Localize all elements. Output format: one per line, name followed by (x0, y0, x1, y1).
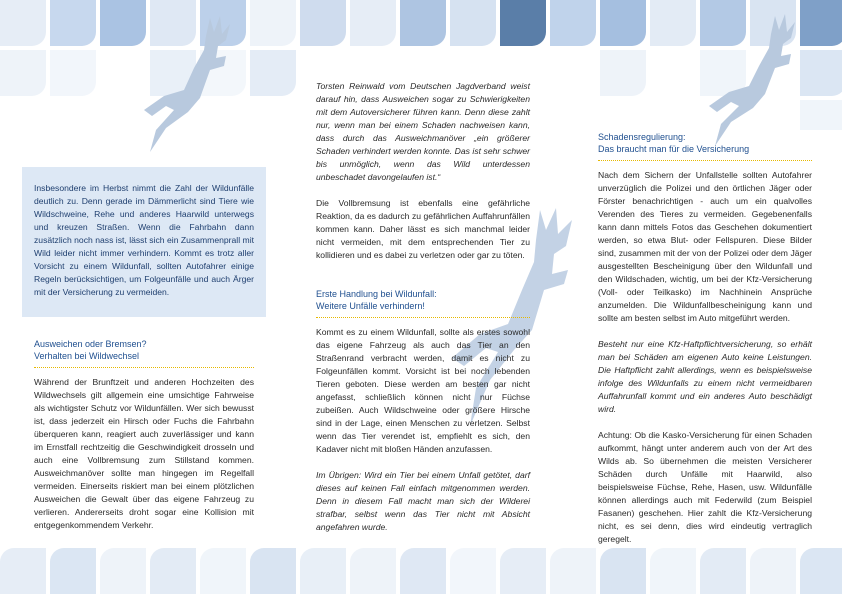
section-heading: Ausweichen oder Bremsen? Verhalten bei Wildwechsel (34, 338, 254, 368)
intro-paragraph: Insbesondere im Herbst nimmt die Zahl der Wildunfälle deutlich zu. Denn gerade im Dämmerlicht sind Tiere wie Wildschweine, Rehe und anderes Haarwild unterwegs und kreuzen Straßen. Wenn die Fahrbahn dann zusätzlich noch nass ist, lässt sich ein Zusammenprall mit Wild leider nicht immer verhindern. Kommt es trotz aller Vorsicht zu einem Wildunfall, sollten Autofahrer einige Regeln berücksichtigen, um Folgeunfälle und auch Ärger mit der Versicherung zu vermeiden. (34, 183, 254, 297)
quote-paragraph: Torsten Reinwald vom Deutschen Jagdverband weist darauf hin, dass Ausweichen sogar zu Schwierigkeiten mit dem Autoversicherer führen kann. Denn diese zahlt nur, wenn man bei einem Schaden nachweisen kann, dass durch das Ausweichmanöver „ein größerer Schaden verhindert werden konnte. Das ist sehr schwer bis unmöglich, wenn das Wild unterdessen unbeschadet davongelaufen ist.“ (316, 81, 530, 182)
body-paragraph: Kommt es zu einem Wildunfall, sollte als erstes sowohl das eigene Fahrzeug als auch das Tier an den Straßenrand verbracht werden, damit es nicht zu Folgeunfällen kommt. Vorsicht ist bei noch lebenden Tieren geboten. Diese werden am besten gar nicht angefasst, schließlich können nicht nur Füchse zubeißen. Auch Wildschweine oder größere Hirsche sind in der Lage, einen Menschen zu verletzen. Selbst wenn das Tier verendet ist, empfiehlt es sich, den Kadaver nicht mit bloßen Händen anzufassen. (316, 327, 530, 454)
body-paragraph: Nach dem Sichern der Unfallstelle sollten Autofahrer unverzüglich die Polizei und den örtlichen Jäger oder Förster benachrichtigen - auch um ein qualvolles Verenden des Tieres zu vermeiden. Gegebenenfalls kann dann mittels Fotos das Geschehen dokumentiert werden, so etwa Blut- oder Fellspuren. Diese Bilder sind, zusammen mit der von der Polizei oder dem Jäger ausgestellten Bescheinigung über den Wildunfall und den Wildschaden, wichtig, um bei der Kfz-Versicherung (Voll- oder Teilkasko) im Nachhinein Ansprüche anzumelden. Die Wildunfallbescheinigung kann und sollte am besten selbst im Auto mitgeführt werden. (598, 170, 812, 323)
deer-silhouette-icon (705, 10, 815, 150)
column-2 (316, 80, 530, 534)
italic-paragraph: Im Übrigen: Wird ein Tier bei einem Unfall getötet, darf dieses auf keinen Fall einfach mitgenommen werden. Denn in diesem Fall macht man sich der Wilderei strafbar, selbst wenn das Tier nicht mit Absicht angefahren wurde. (316, 470, 530, 532)
body-paragraph: Achtung: Ob die Kasko-Versicherung für einen Schaden aufkommt, hängt unter anderem auch von der Art des Wilds ab. So übernehmen die meisten Versicherer Schäden durch Unfälle mit Haarwild, also beispielsweise Füchse, Rehe, Hasen, usw. Wildunfälle können allerdings auch mit Federwild (zum Beispiel Fasanen) geschehen. Hier zahlt die Kfz-Versicherung nicht, es sei denn, dies wird eindeutig vertraglich geregelt. (598, 430, 812, 544)
intro-text (34, 182, 254, 299)
bottom-tile-pattern (0, 548, 842, 595)
body-paragraph: Während der Brunftzeit und anderen Hochzeiten des Wildwechsels gilt allgemein eine umsichtige Fahrweise als wichtigster Schutz vor Wildunfällen. Wer sich bewusst ist, dass jederzeit ein Hirsch oder Fuchs die Fahrbahn überqueren kann, reagiert auch zuverlässiger und kann im Ernstfall rechtzeitig die Geschwindigkeit drosseln und auch eine Vollbremsung zum Stillstand kommen. Ausweichmanöver sollte man hingegen im Regelfall vermeiden. Einerseits riskiert man bei einem plötzlichen Ausweichen die Gewalt über das eigene Fahrzeug zu verlieren. Andererseits droht sogar eine Kollision mit entgegenkommendem Verkehr. (34, 377, 254, 530)
body-paragraph: Die Vollbremsung ist ebenfalls eine gefährliche Reaktion, da es dadurch zu gefährlichen Auffahrunfällen kommen kann. Daher lässt es sich manchmal leider nicht vermeiden, mit dem entsprechenden Tier zu kollidieren und es dabei zu verletzen oder gar zu töten. (316, 198, 530, 260)
section-ausweichen (34, 338, 254, 532)
deer-silhouette-icon (140, 10, 250, 160)
section-heading: Erste Handlung bei Wildunfall: Weitere Unfälle verhindern! (316, 288, 530, 318)
column-3 (598, 131, 812, 546)
section-heading: Schadensregulierung: Das braucht man für die Versicherung (598, 131, 812, 161)
italic-paragraph: Besteht nur eine Kfz-Haftpflichtversicherung, so erhält man bei Schäden am eigenen Auto keine Leistungen. Die Haftpflicht zahlt allerdings, wenn es beispielsweise infolge des Wildunfalls zu einem nicht vermeidbaren Auffahrunfall kommt und ein anderes Auto beschädigt wird. (598, 339, 812, 414)
